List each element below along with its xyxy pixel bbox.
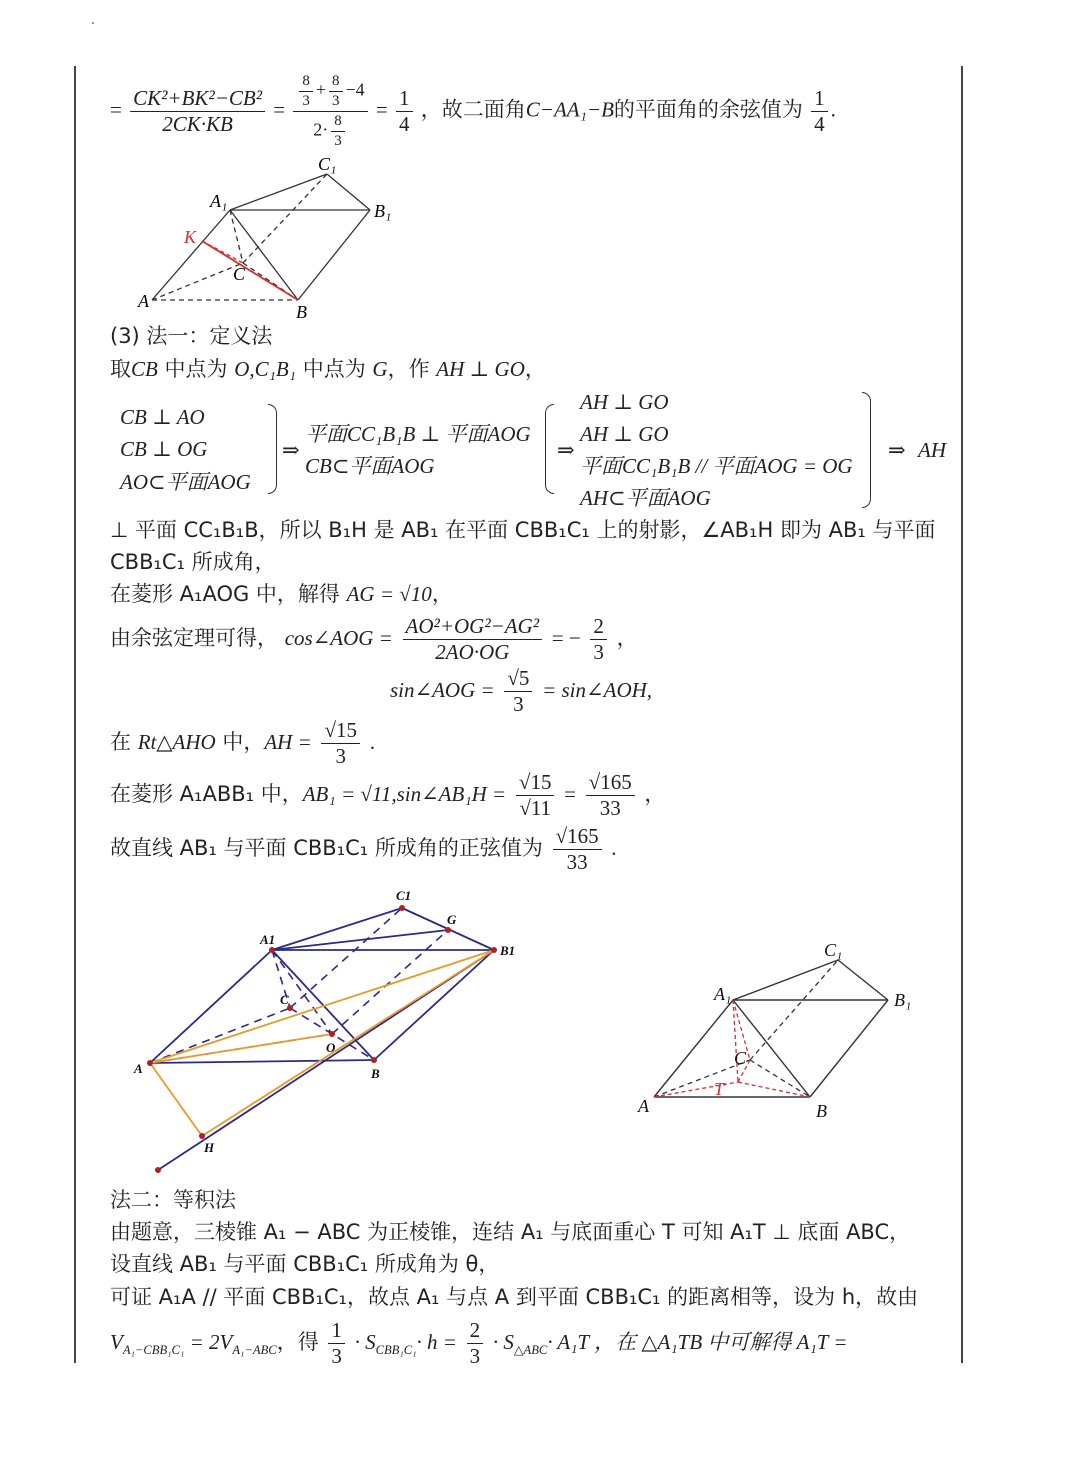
method2-line-1: 由题意，三棱锥 A₁ − ABC 为正棱锥，连结 A₁ 与底面重心 T 可知 A₁T ⊥ 底面 ABC，	[110, 1220, 911, 1244]
svg-text:A: A	[638, 1096, 649, 1116]
svg-text:A1: A1	[260, 932, 276, 947]
svg-text:C: C	[734, 1048, 747, 1068]
svg-text:G: G	[447, 912, 457, 927]
numeric-fraction: $\frac{8}{3}$ + $\frac{8}{3}$ −4 2· $\frac{8}{3}$	[293, 74, 367, 149]
cosine-aog-line: 由余弦定理可得， cos∠AOG = $\frac{\text{AO²+OG²−AG²}}{2AO\cdot OG}$ = − $\frac{2}{3}$ ，	[110, 614, 638, 664]
svg-text:B: B	[296, 302, 307, 320]
svg-text:C: C	[233, 264, 246, 284]
svg-text:A₁: A₁	[210, 191, 228, 211]
ab1-sine-line: 在菱形 A₁ABB₁ 中，AB₁ = √11,sin∠AB₁H = $\frac{√15}{√11}$ = $\frac{√165}{33}$ ，	[110, 770, 666, 820]
svg-text:C₁: C₁	[824, 940, 843, 960]
rhombus-ag-line: 在菱形 A₁AOG 中，解得 AG = √10，	[110, 582, 453, 606]
svg-text:B₁: B₁	[894, 990, 912, 1010]
projection-line-2: CBB₁C₁ 所成角，	[110, 550, 276, 574]
svg-text:B1: B1	[500, 943, 516, 958]
ck-fraction: $\frac{\text{CK²+BK²−CB²}}{2CK\cdot KB}$	[130, 88, 265, 135]
left-border	[74, 66, 76, 1363]
svg-text:C1: C1	[396, 888, 412, 903]
cosine-result-line: = $\frac{\text{CK²+BK²−CB²}}{2CK\cdot KB}$ = $\frac{8}{3}$ + $\frac{8}{3}$ −4 2· $\frac{8}{3}$ = $\frac{1}{4}$ ，故二面角C−AA₁−B的平面角的余弦值为 $\frac{1}{4}$ .	[110, 73, 836, 149]
svg-text:C: C	[280, 992, 289, 1007]
projection-line: ⊥ 平面 CC₁B₁B，所以 B₁H 是 AB₁ 在平面 CBB₁C₁ 上的射影，∠AB₁H 即为 AB₁ 与平面	[110, 518, 936, 542]
svg-text:H: H	[204, 1140, 215, 1155]
svg-text:A: A	[138, 291, 149, 311]
svg-text:B: B	[816, 1101, 827, 1121]
sine-aog-line: sin∠AOG = $\frac{√5}{3}$ = sin∠AOH,	[390, 666, 653, 716]
svg-text:B: B	[371, 1066, 380, 1081]
figure-prism-k	[130, 150, 420, 320]
svg-text:O: O	[326, 1040, 336, 1055]
svg-text:K: K	[184, 227, 197, 247]
method2-line-2: 设直线 AB₁ 与平面 CBB₁C₁ 所成角为 θ，	[110, 1252, 500, 1276]
label-c1: C₁	[318, 154, 337, 174]
section-heading-3: (3) 法一：定义法	[110, 324, 273, 348]
method2-heading: 法二：等积法	[110, 1188, 236, 1212]
final-answer-line: 故直线 AB₁ 与平面 CBB₁C₁ 所成角的正弦值为 $\frac{√165}{33}$ .	[110, 824, 617, 874]
right-border	[961, 66, 963, 1363]
speck	[92, 22, 94, 24]
volume-equation-line: $V_{A_1-CBB_1C_1} = 2V_{A_1-ABC}$，得 $\frac{1}{3}$ · $S_{CBB_1C_1}\cdot h$ = $\frac{2}{3}$ · $S_{\triangle ABC}\cdot A_1T$ ，在 △A₁TB 中可解得 A₁T =	[110, 1318, 848, 1368]
figure-prism-t	[630, 940, 920, 1125]
kb-segment	[202, 241, 298, 300]
ah-length-line: 在 Rt△AHO 中，AH = $\frac{√15}{3}$ .	[110, 718, 375, 768]
figure-construction-h	[120, 880, 540, 1180]
method2-line-3: 可证 A₁A // 平面 CBB₁C₁，故点 A₁ 与点 A 到平面 CBB₁C₁ 的距离相等，设为 h，故由	[110, 1285, 919, 1309]
svg-text:A: A	[134, 1061, 143, 1076]
svg-text:A₁: A₁	[714, 984, 732, 1004]
svg-text:B₁: B₁	[374, 201, 392, 221]
take-midpoints-line: 取CB 中点为 O,C₁B₁ 中点为 G，作 AH ⊥ GO，	[110, 357, 546, 381]
svg-text:T: T	[714, 1079, 725, 1099]
